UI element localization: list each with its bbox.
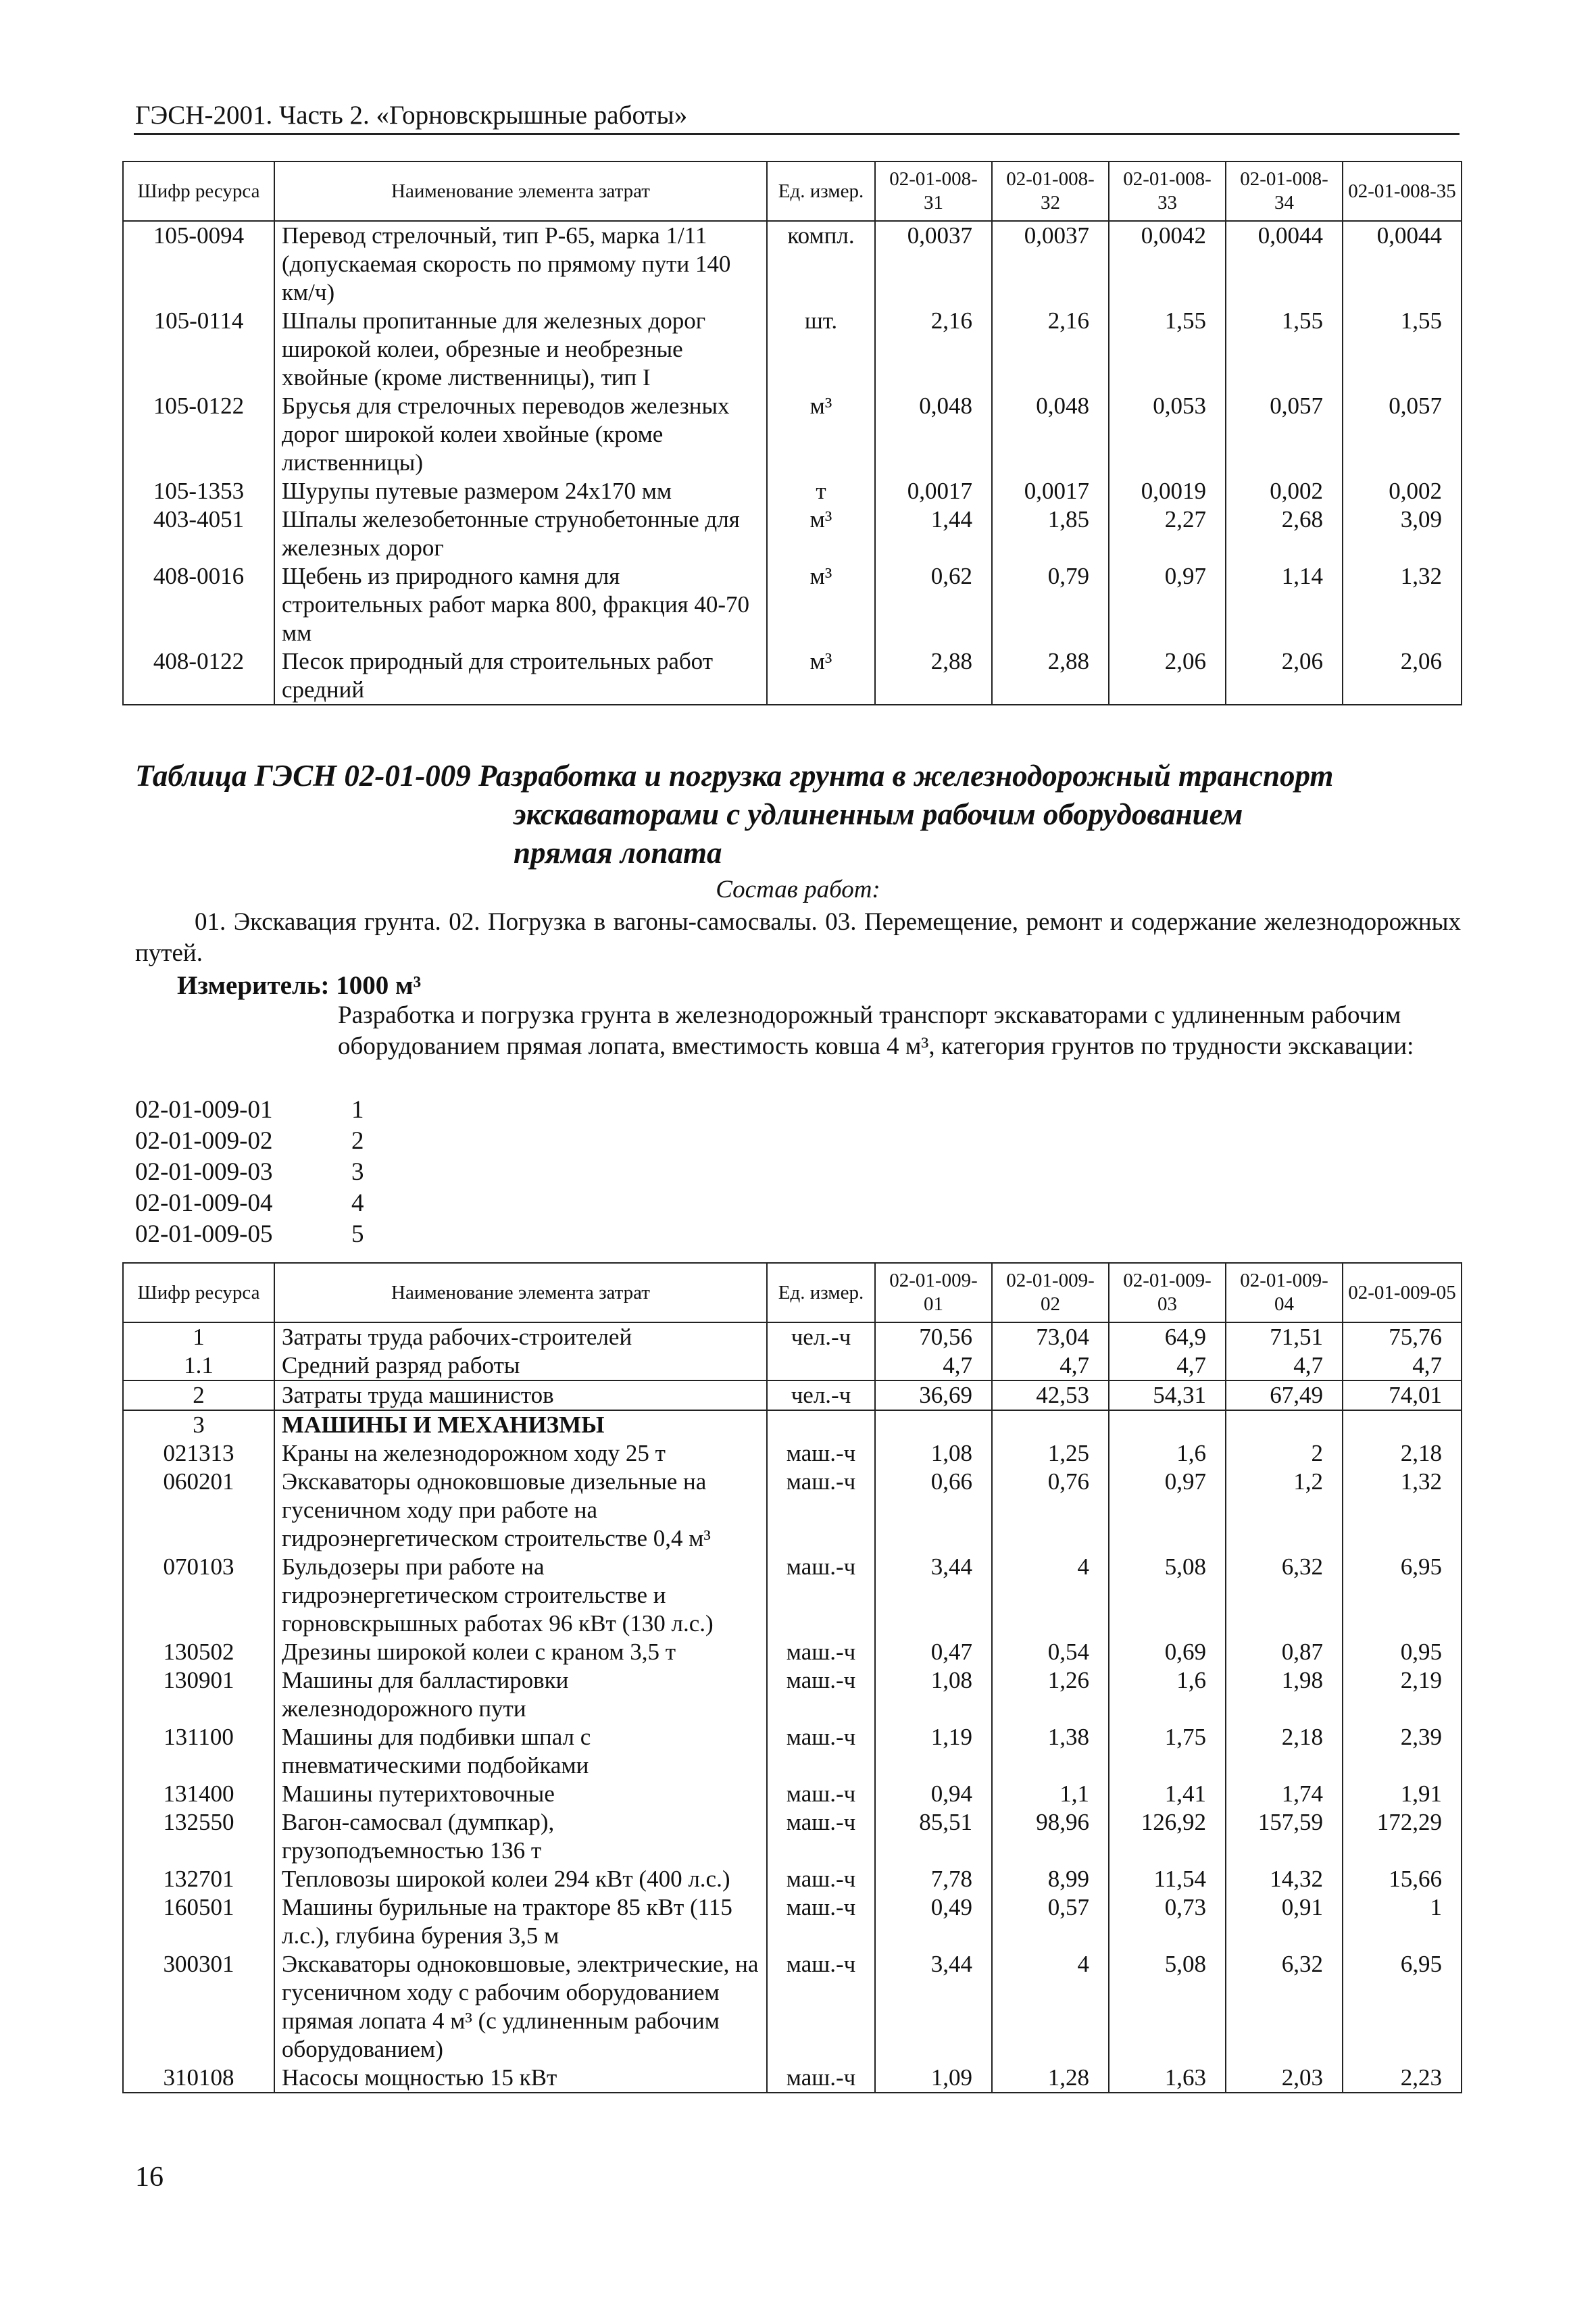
variant-value-5: 2,23 <box>1343 2064 1462 2093</box>
variant-value-1: 3,44 <box>875 1950 992 2064</box>
variant-value-5: 2,18 <box>1343 1439 1462 1468</box>
variant-value-3: 1,6 <box>1109 1439 1226 1468</box>
variant-value-2: 73,04 <box>992 1322 1109 1351</box>
resource-code: 403-4051 <box>123 505 274 562</box>
variant-value-4: 0,002 <box>1226 477 1343 505</box>
variant-value-5: 1 <box>1343 1893 1462 1950</box>
variant-value-2: 2,88 <box>992 647 1109 705</box>
variant-value-2: 1,38 <box>992 1723 1109 1780</box>
variant-value-5: 2,19 <box>1343 1666 1462 1723</box>
cost-element-name: Брусья для стрелочных переводов железных дорог широкой колеи хвойные (кроме лиственницы) <box>274 392 767 477</box>
variant-row <box>135 1188 364 1219</box>
table-title-line-2: экскаваторами с удлиненным рабочим оборудованием <box>514 797 1243 831</box>
variant-value-2: 0,54 <box>992 1638 1109 1666</box>
cost-element-name: Перевод стрелочный, тип Р-65, марка 1/11 (допускаемая скорость по прямому пути 140 км/ч) <box>274 221 767 307</box>
variant-value-1: 1,08 <box>875 1666 992 1723</box>
table-row <box>123 2064 1462 2093</box>
variant-value-1: 2,16 <box>875 307 992 392</box>
cost-element-name: Дрезины широкой колеи с краном 3,5 т <box>274 1638 767 1666</box>
variant-value-4: 157,59 <box>1226 1808 1343 1865</box>
cost-element-name: МАШИНЫ И МЕХАНИЗМЫ <box>274 1410 767 1439</box>
variant-value-3: 5,08 <box>1109 1950 1226 2064</box>
column-header-unit: Ед. измер. <box>767 1263 875 1322</box>
variant-value-3: 4,7 <box>1109 1351 1226 1380</box>
unit-of-measure: маш.-ч <box>767 1808 875 1865</box>
variant-value-4: 0,057 <box>1226 392 1343 477</box>
unit-of-measure: компл. <box>767 221 875 307</box>
variant-value-4: 6,32 <box>1226 1553 1343 1638</box>
column-header-variant-35: 02-01-008-35 <box>1343 161 1462 221</box>
column-header-variant-04: 02-01-009-04 <box>1226 1263 1343 1322</box>
cost-element-name: Машины бурильные на тракторе 85 кВт (115 л.с.), глубина бурения 3,5 м <box>274 1893 767 1950</box>
cost-element-name: Тепловозы широкой колеи 294 кВт (400 л.с.) <box>274 1865 767 1893</box>
table-header-row <box>123 1263 1462 1322</box>
variant-value-5: 1,32 <box>1343 562 1462 647</box>
variant-value-1 <box>875 1410 992 1439</box>
variant-value-4: 0,91 <box>1226 1893 1343 1950</box>
variant-value-3: 1,6 <box>1109 1666 1226 1723</box>
variant-value-3: 1,55 <box>1109 307 1226 392</box>
variant-value-3: 126,92 <box>1109 1808 1226 1865</box>
variant-value-4: 2,18 <box>1226 1723 1343 1780</box>
unit-of-measure: м³ <box>767 647 875 705</box>
variant-value-4: 6,32 <box>1226 1950 1343 2064</box>
variant-value-1: 0,49 <box>875 1893 992 1950</box>
column-header-code: Шифр ресурса <box>123 1263 274 1322</box>
variant-value-5: 2,39 <box>1343 1723 1462 1780</box>
variant-value-4: 2,03 <box>1226 2064 1343 2093</box>
variant-value-5: 1,55 <box>1343 307 1462 392</box>
cost-element-name: Экскаваторы одноковшовые, электрические, на гусеничном ходу с рабочим оборудованием прямая лопата 4 м³ (с удлиненным рабочим оборудованием) <box>274 1950 767 2064</box>
column-header-variant-01: 02-01-009-01 <box>875 1263 992 1322</box>
variant-value-3: 0,0042 <box>1109 221 1226 307</box>
variant-code: 02-01-009-02 <box>135 1127 273 1155</box>
variant-value-1: 7,78 <box>875 1865 992 1893</box>
unit-of-measure: маш.-ч <box>767 1638 875 1666</box>
table-title-line-3: прямая лопата <box>514 836 722 870</box>
resource-code: 2 <box>123 1380 274 1410</box>
running-header: ГЭСН-2001. Часть 2. «Горновскрышные работы» <box>135 101 688 130</box>
variant-value: 3 <box>351 1158 364 1186</box>
table-row <box>123 1468 1462 1553</box>
table-row <box>123 562 1462 647</box>
works-description: 01. Экскавация грунта. 02. Погрузка в вагоны-самосвалы. 03. Перемещение, ремонт и содержание железнодорожных путей. <box>135 908 1461 967</box>
variant-value-2 <box>992 1410 1109 1439</box>
cost-element-name: Шпалы железобетонные струнобетонные для железных дорог <box>274 505 767 562</box>
cost-element-name: Машины путерихтовочные <box>274 1780 767 1808</box>
resource-code: 160501 <box>123 1893 274 1950</box>
variant-value-3: 0,69 <box>1109 1638 1226 1666</box>
variant-value-1: 0,66 <box>875 1468 992 1553</box>
unit-of-measure: м³ <box>767 562 875 647</box>
resource-table-008 <box>122 161 1462 705</box>
variant-value-2: 1,85 <box>992 505 1109 562</box>
variant-value-5: 3,09 <box>1343 505 1462 562</box>
variant-value-4: 0,0044 <box>1226 221 1343 307</box>
unit-of-measure: т <box>767 477 875 505</box>
cost-element-name: Шпалы пропитанные для железных дорог широкой колеи, обрезные и необрезные хвойные (кроме лиственницы), тип I <box>274 307 767 392</box>
variant-value-3: 54,31 <box>1109 1380 1226 1410</box>
variant-value-5: 6,95 <box>1343 1950 1462 2064</box>
variant-value-3: 2,06 <box>1109 647 1226 705</box>
variant-value-1: 85,51 <box>875 1808 992 1865</box>
cost-element-name: Затраты труда машинистов <box>274 1380 767 1410</box>
variant-value-5: 172,29 <box>1343 1808 1462 1865</box>
cost-element-name: Краны на железнодорожном ходу 25 т <box>274 1439 767 1468</box>
table-row <box>123 1410 1462 1439</box>
variant-value-4: 71,51 <box>1226 1322 1343 1351</box>
variant-value-5: 75,76 <box>1343 1322 1462 1351</box>
variant-value-2: 1,25 <box>992 1439 1109 1468</box>
variant-value-1: 2,88 <box>875 647 992 705</box>
variant-value-2: 0,0037 <box>992 221 1109 307</box>
column-header-unit: Ед. измер. <box>767 161 875 221</box>
unit-of-measure: чел.-ч <box>767 1380 875 1410</box>
page-number: 16 <box>135 2162 164 2193</box>
variant-value-1: 1,09 <box>875 2064 992 2093</box>
resource-code: 408-0016 <box>123 562 274 647</box>
table-row <box>123 1322 1462 1351</box>
variant-value-1: 1,44 <box>875 505 992 562</box>
table-row <box>123 307 1462 392</box>
resource-code: 1 <box>123 1322 274 1351</box>
variant-value-2: 1,1 <box>992 1780 1109 1808</box>
unit-of-measure: маш.-ч <box>767 1865 875 1893</box>
variant-value-5: 4,7 <box>1343 1351 1462 1380</box>
variant-value-2: 4 <box>992 1950 1109 2064</box>
variant-value-5: 0,0044 <box>1343 221 1462 307</box>
header-rule <box>134 133 1460 135</box>
variant-value-5: 0,95 <box>1343 1638 1462 1666</box>
column-header-variant-31: 02-01-008-31 <box>875 161 992 221</box>
variants-description: Разработка и погрузка грунта в железнодорожный транспорт экскаваторами с удлиненным рабочим оборудованием прямая лопата, вместимость ковша 4 м³, категория грунтов по трудности экскавации: <box>338 1001 1414 1060</box>
unit-of-measure: маш.-ч <box>767 1780 875 1808</box>
variant-value-3: 1,63 <box>1109 2064 1226 2093</box>
table-header-row <box>123 161 1462 221</box>
table-row <box>123 1893 1462 1950</box>
variant-value-2: 1,28 <box>992 2064 1109 2093</box>
resource-code: 408-0122 <box>123 647 274 705</box>
resource-code: 105-0122 <box>123 392 274 477</box>
table-title <box>135 757 1460 872</box>
variant-value-5: 1,91 <box>1343 1780 1462 1808</box>
resource-code: 130502 <box>123 1638 274 1666</box>
table-row <box>123 1380 1462 1410</box>
table-row <box>123 221 1462 307</box>
column-header-variant-34: 02-01-008-34 <box>1226 161 1343 221</box>
variant-value-2: 0,79 <box>992 562 1109 647</box>
variant-value-2: 42,53 <box>992 1380 1109 1410</box>
column-header-variant-32: 02-01-008-32 <box>992 161 1109 221</box>
cost-element-name: Песок природный для строительных работ средний <box>274 647 767 705</box>
variant-value-3: 0,0019 <box>1109 477 1226 505</box>
variant-value-4: 1,14 <box>1226 562 1343 647</box>
column-header-variant-02: 02-01-009-02 <box>992 1263 1109 1322</box>
resource-code: 131400 <box>123 1780 274 1808</box>
variant-value-1: 0,94 <box>875 1780 992 1808</box>
variant-value-2: 0,048 <box>992 392 1109 477</box>
variant-value-2: 0,76 <box>992 1468 1109 1553</box>
variant-value-2: 4,7 <box>992 1351 1109 1380</box>
variant-value-4: 0,87 <box>1226 1638 1343 1666</box>
variant-value-4: 2 <box>1226 1439 1343 1468</box>
variant-value-1: 0,62 <box>875 562 992 647</box>
works-heading: Состав работ: <box>716 876 880 903</box>
variant-value-4: 2,68 <box>1226 505 1343 562</box>
unit-of-measure: шт. <box>767 307 875 392</box>
unit-of-measure: маш.-ч <box>767 1950 875 2064</box>
cost-element-name: Бульдозеры при работе на гидроэнергетическом строительстве и горновскрышных работах 96 кВт (130 л.с.) <box>274 1553 767 1638</box>
meter-label: Измеритель: 1000 м³ <box>177 971 422 1000</box>
table-row <box>123 1723 1462 1780</box>
unit-of-measure: м³ <box>767 392 875 477</box>
variant-value-1: 1,08 <box>875 1439 992 1468</box>
variant-value-4: 14,32 <box>1226 1865 1343 1893</box>
variant-value-3: 0,053 <box>1109 392 1226 477</box>
resource-code: 3 <box>123 1410 274 1439</box>
variant-value-5: 74,01 <box>1343 1380 1462 1410</box>
variant-code: 02-01-009-05 <box>135 1220 273 1248</box>
cost-element-name: Щебень из природного камня для строительных работ марка 800, фракция 40-70 мм <box>274 562 767 647</box>
resource-code: 132701 <box>123 1865 274 1893</box>
table-row <box>123 477 1462 505</box>
cost-element-name: Затраты труда рабочих-строителей <box>274 1322 767 1351</box>
resource-code: 105-1353 <box>123 477 274 505</box>
variant-value-5: 0,002 <box>1343 477 1462 505</box>
variant-value-1: 36,69 <box>875 1380 992 1410</box>
variant-value-4: 1,74 <box>1226 1780 1343 1808</box>
cost-element-name: Шурупы путевые размером 24х170 мм <box>274 477 767 505</box>
cost-element-name: Экскаваторы одноковшовые дизельные на гусеничном ходу при работе на гидроэнергетическом строительстве 0,4 м³ <box>274 1468 767 1553</box>
cost-element-name: Насосы мощностью 15 кВт <box>274 2064 767 2093</box>
variant-value-2: 4 <box>992 1553 1109 1638</box>
variant-value-4: 1,55 <box>1226 307 1343 392</box>
variant-value-3 <box>1109 1410 1226 1439</box>
variant-value-3: 64,9 <box>1109 1322 1226 1351</box>
variant-value-3: 0,97 <box>1109 1468 1226 1553</box>
variant-value-4: 4,7 <box>1226 1351 1343 1380</box>
variant-value-1: 3,44 <box>875 1553 992 1638</box>
variants-list <box>135 1095 364 1250</box>
variant-row <box>135 1219 364 1250</box>
column-header-variant-33: 02-01-008-33 <box>1109 161 1226 221</box>
variant-code: 02-01-009-04 <box>135 1189 273 1217</box>
table-row <box>123 1439 1462 1468</box>
variant-value-4: 1,2 <box>1226 1468 1343 1553</box>
variant-value-5 <box>1343 1410 1462 1439</box>
variant-value: 2 <box>351 1127 364 1155</box>
resource-code: 300301 <box>123 1950 274 2064</box>
variant-value-1: 70,56 <box>875 1322 992 1351</box>
variant-value-2: 98,96 <box>992 1808 1109 1865</box>
cost-element-name: Средний разряд работы <box>274 1351 767 1380</box>
variant-value-1: 0,0037 <box>875 221 992 307</box>
variant-code: 02-01-009-01 <box>135 1096 273 1124</box>
unit-of-measure: маш.-ч <box>767 1893 875 1950</box>
variant-value-4: 1,98 <box>1226 1666 1343 1723</box>
variant-value-4: 67,49 <box>1226 1380 1343 1410</box>
cost-element-name: Машины для подбивки шпал с пневматическими подбойками <box>274 1723 767 1780</box>
variant-value-2: 2,16 <box>992 307 1109 392</box>
variant-value-3: 5,08 <box>1109 1553 1226 1638</box>
variant-row <box>135 1095 364 1126</box>
variant-value-5: 15,66 <box>1343 1865 1462 1893</box>
variant-value-2: 0,57 <box>992 1893 1109 1950</box>
variant-value-1: 4,7 <box>875 1351 992 1380</box>
column-header-code: Шифр ресурса <box>123 161 274 221</box>
column-header-name: Наименование элемента затрат <box>274 1263 767 1322</box>
variant-value-1: 1,19 <box>875 1723 992 1780</box>
unit-of-measure: м³ <box>767 505 875 562</box>
resource-code: 132550 <box>123 1808 274 1865</box>
variant-code: 02-01-009-03 <box>135 1158 273 1186</box>
variant-value: 4 <box>351 1189 364 1217</box>
variant-value-5: 0,057 <box>1343 392 1462 477</box>
resource-code: 021313 <box>123 1439 274 1468</box>
unit-of-measure: маш.-ч <box>767 1553 875 1638</box>
table-row <box>123 647 1462 705</box>
table-row <box>123 1553 1462 1638</box>
table-row <box>123 1666 1462 1723</box>
resource-code: 130901 <box>123 1666 274 1723</box>
variant-value-5: 2,06 <box>1343 647 1462 705</box>
resource-code: 105-0094 <box>123 221 274 307</box>
table-row <box>123 1950 1462 2064</box>
variant-value-3: 0,73 <box>1109 1893 1226 1950</box>
resource-code: 131100 <box>123 1723 274 1780</box>
variant-value-2: 1,26 <box>992 1666 1109 1723</box>
table-row <box>123 392 1462 477</box>
variant-row <box>135 1157 364 1188</box>
unit-of-measure: маш.-ч <box>767 1723 875 1780</box>
variant-value-1: 0,47 <box>875 1638 992 1666</box>
cost-element-name: Машины для балластировки железнодорожного пути <box>274 1666 767 1723</box>
variant-value-5: 6,95 <box>1343 1553 1462 1638</box>
unit-of-measure: маш.-ч <box>767 1439 875 1468</box>
resource-code: 060201 <box>123 1468 274 1553</box>
variant-value-3: 1,41 <box>1109 1780 1226 1808</box>
variant-value: 5 <box>351 1220 364 1248</box>
variant-value-3: 1,75 <box>1109 1723 1226 1780</box>
table-row <box>123 1865 1462 1893</box>
resource-code: 310108 <box>123 2064 274 2093</box>
variant-value-1: 0,0017 <box>875 477 992 505</box>
unit-of-measure <box>767 1410 875 1439</box>
unit-of-measure: маш.-ч <box>767 1468 875 1553</box>
variant-value: 1 <box>351 1096 364 1124</box>
variant-value-3: 0,97 <box>1109 562 1226 647</box>
variant-value-5: 1,32 <box>1343 1468 1462 1553</box>
unit-of-measure <box>767 1351 875 1380</box>
unit-of-measure: маш.-ч <box>767 2064 875 2093</box>
table-row <box>123 1351 1462 1380</box>
variant-value-3: 11,54 <box>1109 1865 1226 1893</box>
column-header-variant-03: 02-01-009-03 <box>1109 1263 1226 1322</box>
variant-value-4: 2,06 <box>1226 647 1343 705</box>
unit-of-measure: чел.-ч <box>767 1322 875 1351</box>
resource-code: 070103 <box>123 1553 274 1638</box>
table-row <box>123 1780 1462 1808</box>
variant-value-2: 8,99 <box>992 1865 1109 1893</box>
table-row <box>123 505 1462 562</box>
column-header-variant-05: 02-01-009-05 <box>1343 1263 1462 1322</box>
variant-value-1: 0,048 <box>875 392 992 477</box>
resource-code: 1.1 <box>123 1351 274 1380</box>
table-row <box>123 1808 1462 1865</box>
variant-value-2: 0,0017 <box>992 477 1109 505</box>
table-row <box>123 1638 1462 1666</box>
table-title-line-1: Таблица ГЭСН 02-01-009 Разработка и погрузка грунта в железнодорожный транспорт <box>135 759 1334 793</box>
column-header-name: Наименование элемента затрат <box>274 161 767 221</box>
unit-of-measure: маш.-ч <box>767 1666 875 1723</box>
variant-value-4 <box>1226 1410 1343 1439</box>
cost-element-name: Вагон-самосвал (думпкар), грузоподъемностью 136 т <box>274 1808 767 1865</box>
variant-row <box>135 1126 364 1157</box>
resource-code: 105-0114 <box>123 307 274 392</box>
resource-table-009 <box>122 1262 1462 2093</box>
variant-value-3: 2,27 <box>1109 505 1226 562</box>
